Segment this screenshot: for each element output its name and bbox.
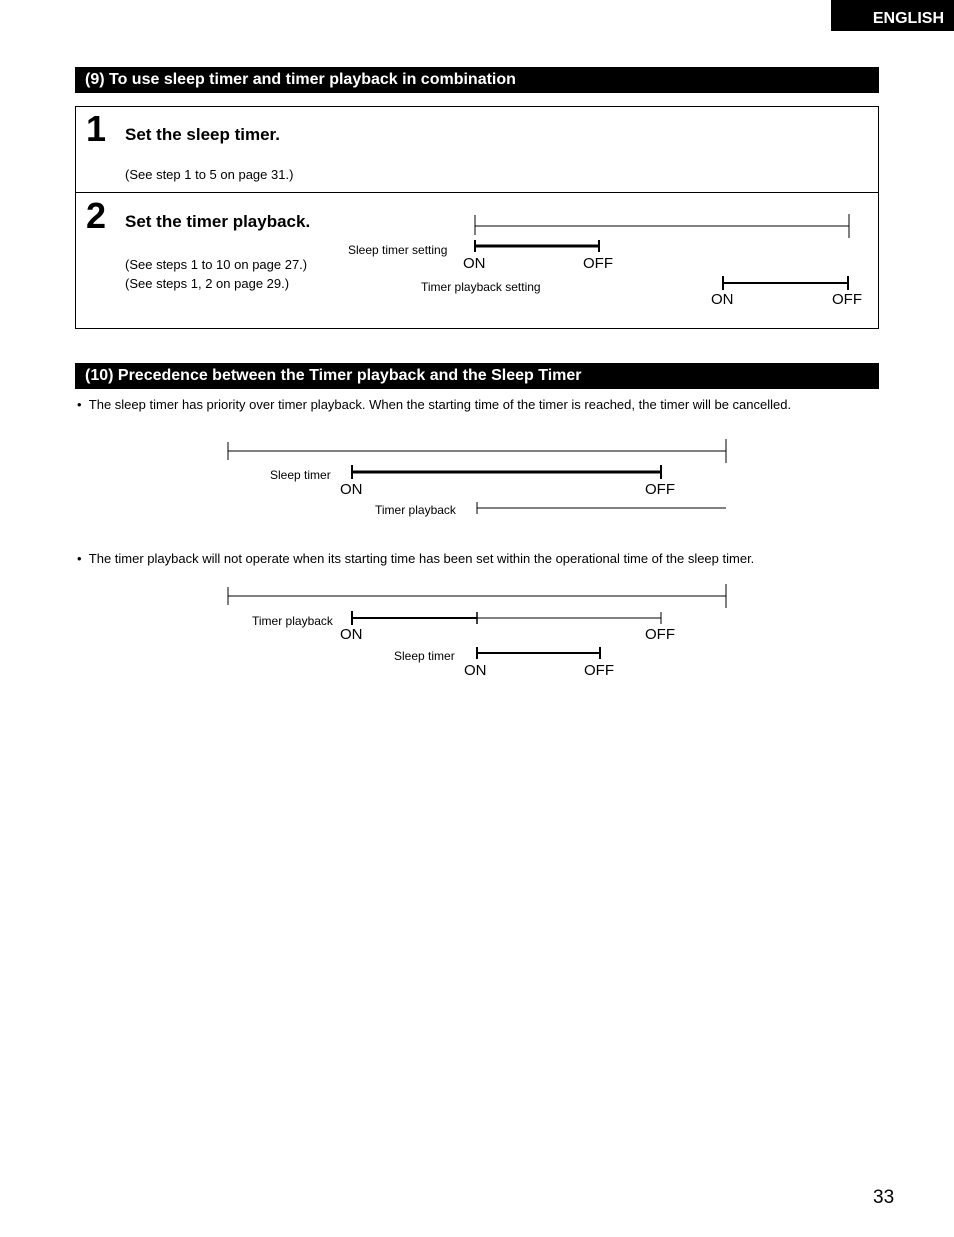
step-1-note: (See step 1 to 5 on page 31.) (125, 167, 294, 182)
step-2-title: Set the timer playback. (125, 212, 311, 231)
step-1-title: Set the sleep timer. (125, 125, 280, 144)
section-10-heading: (10) Precedence between the Timer playback and the Sleep Timer (75, 363, 879, 389)
s10-d2-sleep-off: OFF (584, 662, 614, 679)
s10-d2-playback-bar (352, 611, 661, 625)
s9-playback-label: Timer playback setting (421, 280, 541, 294)
step-2-note-1: (See steps 1 to 10 on page 27.) (125, 257, 308, 272)
language-tab: ENGLISH (831, 0, 954, 31)
s10-d1-sleep-label: Sleep timer (270, 468, 331, 482)
bullet-1 (77, 397, 791, 412)
bullet-dot: • (77, 397, 89, 412)
s10-d2-playback-label: Timer playback (252, 614, 333, 628)
s9-sleep-on: ON (463, 255, 486, 272)
bullet-2-text: The timer playback will not operate when its starting time has been set within the operational time of the sleep timer. (88, 551, 755, 566)
section-9-heading: (9) To use sleep timer and timer playback in combination (75, 67, 879, 93)
step-1-number: 1 (86, 108, 107, 149)
s9-playback-off: OFF (832, 291, 862, 308)
s9-sleep-off: OFF (583, 255, 613, 272)
s10-d1-overall-timeline (228, 439, 726, 463)
s10-d2-playback-off: OFF (645, 626, 675, 643)
s10-d2-sleep-on: ON (464, 662, 487, 679)
s9-playback-on: ON (711, 291, 734, 308)
s9-overall-timeline (475, 214, 849, 238)
bullet-2 (77, 551, 754, 566)
s10-d2-sleep-bar (477, 647, 600, 659)
s10-d2-overall-timeline (228, 584, 726, 608)
step-2-number: 2 (86, 195, 107, 236)
s10-d1-sleep-bar (352, 465, 661, 479)
s9-sleep-timer-bar (475, 240, 599, 252)
bullet-dot: • (77, 551, 89, 566)
s9-playback-bar (723, 276, 848, 290)
page-number: 33 (873, 1187, 895, 1208)
s10-d2-playback-on: ON (340, 626, 363, 643)
s9-sleep-label: Sleep timer setting (348, 243, 448, 257)
s10-d1-playback-label: Timer playback (375, 503, 456, 517)
s10-d1-off: OFF (645, 481, 675, 498)
step-2-note-2: (See steps 1, 2 on page 29.) (125, 276, 290, 291)
s10-d1-playback-bar (477, 502, 726, 514)
s10-d2-sleep-label: Sleep timer (394, 649, 455, 663)
s10-d1-on: ON (340, 481, 363, 498)
bullet-1-text: The sleep timer has priority over timer playback. When the starting time of the timer is reached, the timer will be cancelled. (88, 397, 792, 412)
